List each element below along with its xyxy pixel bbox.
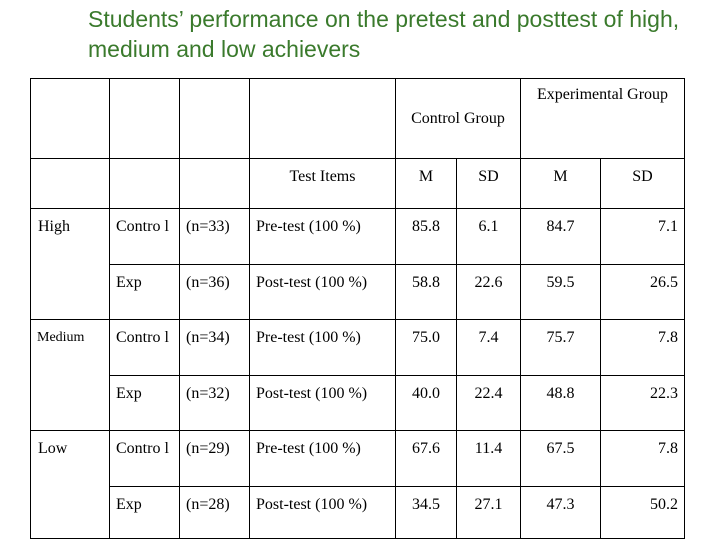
control-m-cell: 67.6 bbox=[396, 431, 457, 487]
group-cell: Contro l bbox=[110, 431, 180, 487]
n-cell: (n=32) bbox=[180, 376, 250, 431]
control-sd-cell: 7.4 bbox=[457, 320, 521, 376]
experimental-sd-cell: 7.8 bbox=[601, 431, 685, 487]
table-row bbox=[31, 320, 685, 376]
experimental-m-cell: 84.7 bbox=[521, 209, 601, 265]
table-row bbox=[31, 265, 685, 320]
test-cell: Pre-test (100 %) bbox=[250, 431, 396, 487]
n-cell: (n=34) bbox=[180, 320, 250, 376]
table-row bbox=[31, 487, 685, 539]
header-blank-cell bbox=[110, 79, 180, 159]
control-sd-cell: 6.1 bbox=[457, 209, 521, 265]
group-cell: Contro l bbox=[110, 320, 180, 376]
experimental-sd-cell: 7.8 bbox=[601, 320, 685, 376]
control-sd-cell: 11.4 bbox=[457, 431, 521, 487]
control-m-cell: 85.8 bbox=[396, 209, 457, 265]
experimental-sd-cell: 22.3 bbox=[601, 376, 685, 431]
header-blank-cell bbox=[31, 159, 110, 209]
test-cell: Pre-test (100 %) bbox=[250, 320, 396, 376]
category-cell: High bbox=[31, 209, 110, 320]
test-cell: Pre-test (100 %) bbox=[250, 209, 396, 265]
control-sd-cell: 22.6 bbox=[457, 265, 521, 320]
category-cell: Medium bbox=[31, 320, 110, 431]
table-row bbox=[31, 209, 685, 265]
category-cell: Low bbox=[31, 431, 110, 539]
experimental-m-cell: 75.7 bbox=[521, 320, 601, 376]
control-sd-cell: 27.1 bbox=[457, 487, 521, 539]
test-cell: Post-test (100 %) bbox=[250, 265, 396, 320]
table-row bbox=[31, 431, 685, 487]
control-m-cell: 40.0 bbox=[396, 376, 457, 431]
experimental-m-header: M bbox=[521, 159, 601, 209]
experimental-m-cell: 48.8 bbox=[521, 376, 601, 431]
column-header-row bbox=[31, 159, 685, 209]
control-m-cell: 58.8 bbox=[396, 265, 457, 320]
control-sd-cell: 22.4 bbox=[457, 376, 521, 431]
n-cell: (n=28) bbox=[180, 487, 250, 539]
group-header-row bbox=[31, 79, 685, 159]
experimental-m-cell: 47.3 bbox=[521, 487, 601, 539]
group-cell: Contro l bbox=[110, 209, 180, 265]
group-cell: Exp bbox=[110, 376, 180, 431]
header-blank-cell bbox=[31, 79, 110, 159]
experimental-sd-cell: 7.1 bbox=[601, 209, 685, 265]
header-blank-cell bbox=[180, 159, 250, 209]
control-m-header: M bbox=[396, 159, 457, 209]
n-cell: (n=36) bbox=[180, 265, 250, 320]
table-row bbox=[31, 376, 685, 431]
control-m-cell: 75.0 bbox=[396, 320, 457, 376]
control-m-cell: 34.5 bbox=[396, 487, 457, 539]
experimental-sd-header: SD bbox=[601, 159, 685, 209]
page-title: Students’ performance on the pretest and posttest of high, medium and low achievers bbox=[88, 6, 680, 62]
control-sd-header: SD bbox=[457, 159, 521, 209]
experimental-sd-cell: 50.2 bbox=[601, 487, 685, 539]
control-group-header: Control Group bbox=[396, 79, 521, 159]
header-blank-cell bbox=[110, 159, 180, 209]
test-cell: Post-test (100 %) bbox=[250, 487, 396, 539]
test-cell: Post-test (100 %) bbox=[250, 376, 396, 431]
experimental-sd-cell: 26.5 bbox=[601, 265, 685, 320]
header-blank-cell bbox=[250, 79, 396, 159]
header-blank-cell bbox=[180, 79, 250, 159]
group-cell: Exp bbox=[110, 487, 180, 539]
experimental-m-cell: 59.5 bbox=[521, 265, 601, 320]
experimental-group-header: Experimental Group bbox=[521, 79, 685, 159]
experimental-m-cell: 67.5 bbox=[521, 431, 601, 487]
n-cell: (n=33) bbox=[180, 209, 250, 265]
performance-table bbox=[30, 78, 685, 539]
n-cell: (n=29) bbox=[180, 431, 250, 487]
test-items-header: Test Items bbox=[250, 159, 396, 209]
group-cell: Exp bbox=[110, 265, 180, 320]
